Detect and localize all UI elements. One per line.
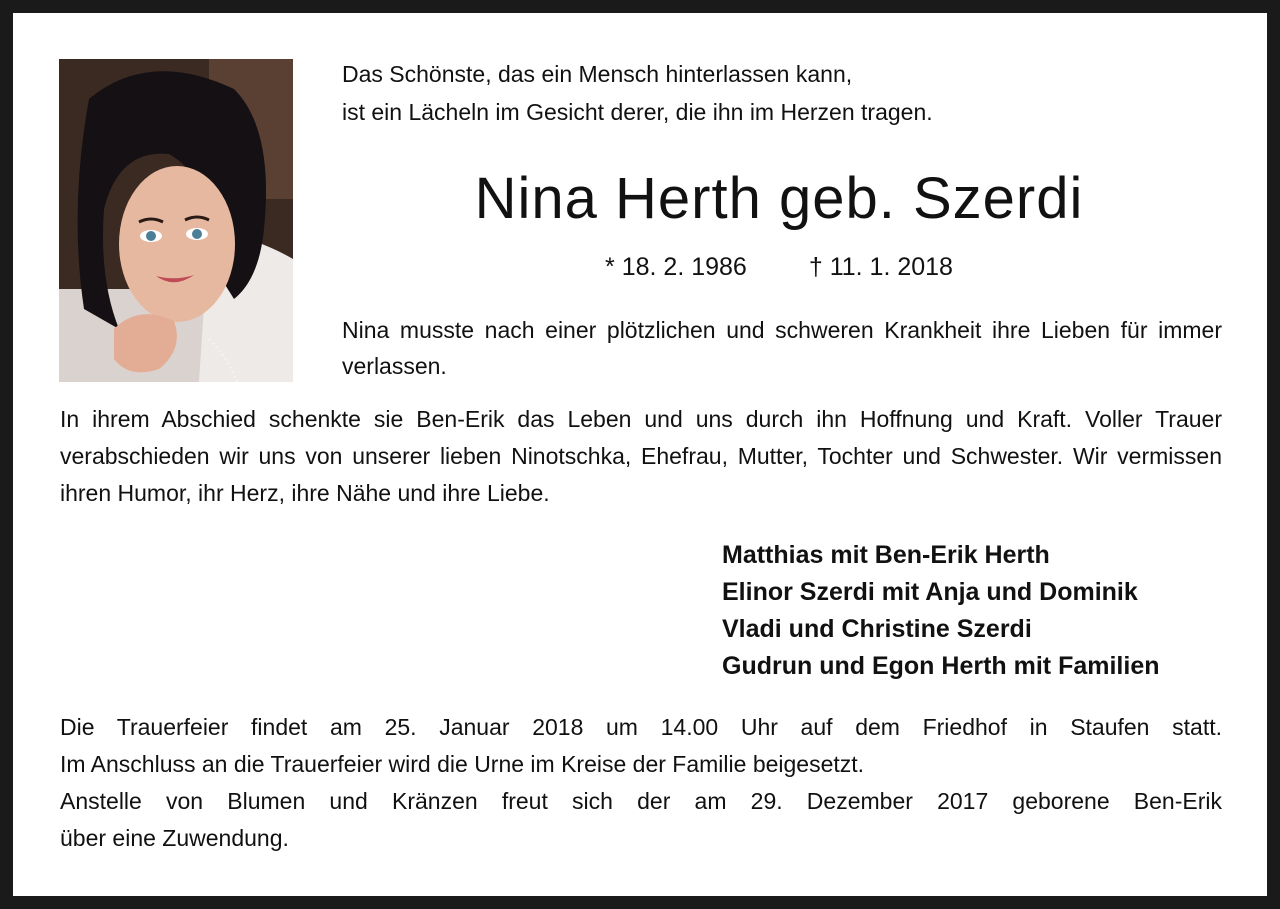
footer-line-1: Die Trauerfeier findet am 25. Januar 2018 um 14.00 Uhr auf dem Friedhof in Staufen statt. — [60, 714, 1222, 740]
quote-line-2: ist ein Lächeln im Gesicht derer, die ihn im Herzen tragen. — [342, 99, 933, 125]
obituary-notice — [13, 13, 1267, 896]
footer-line-4: über eine Zuwendung. — [60, 825, 289, 851]
memorial-quote — [342, 55, 933, 131]
portrait-photo — [59, 59, 293, 382]
funeral-information — [60, 709, 1222, 857]
life-dates — [342, 249, 1216, 285]
footer-line-3: Anstelle von Blumen und Kränzen freut sich der am 29. Dezember 2017 geborene Ben-Erik — [60, 788, 1222, 814]
quote-line-1: Das Schönste, das ein Mensch hinterlassen kann, — [342, 61, 853, 87]
mourner-entry: Elinor Szerdi mit Anja und Dominik — [722, 578, 1138, 606]
birth-date: * 18. 2. 1986 — [605, 253, 747, 281]
mourner-entry: Matthias mit Ben-Erik Herth — [722, 541, 1050, 569]
lead-paragraph: Nina musste nach einer plötzlichen und schweren Krankheit ihre Lieben für immer verlassen. — [342, 317, 1222, 379]
mourners-list — [722, 537, 1160, 685]
footer-line-2: Im Anschluss an die Trauerfeier wird die Urne im Kreise der Familie beigesetzt. — [60, 751, 865, 777]
mourner-entry: Gudrun und Egon Herth mit Familien — [722, 652, 1160, 680]
death-date: † 11. 1. 2018 — [808, 253, 953, 281]
mourner-entry: Vladi und Christine Szerdi — [722, 615, 1032, 643]
portrait-image — [59, 59, 293, 382]
deceased-name: Nina Herth geb. Szerdi — [474, 166, 1084, 231]
body-paragraph: In ihrem Abschied schenkte sie Ben-Erik das Leben und uns durch ihn Hoffnung und Kraft. Voller Trauer verabschieden wir uns von unserer lieben Ninotschka, Ehefrau, Mutter, Tochter und Schwester. Wir vermissen ihren Humor, ihr Herz, ihre Nähe und ihre Liebe. — [60, 406, 1222, 506]
